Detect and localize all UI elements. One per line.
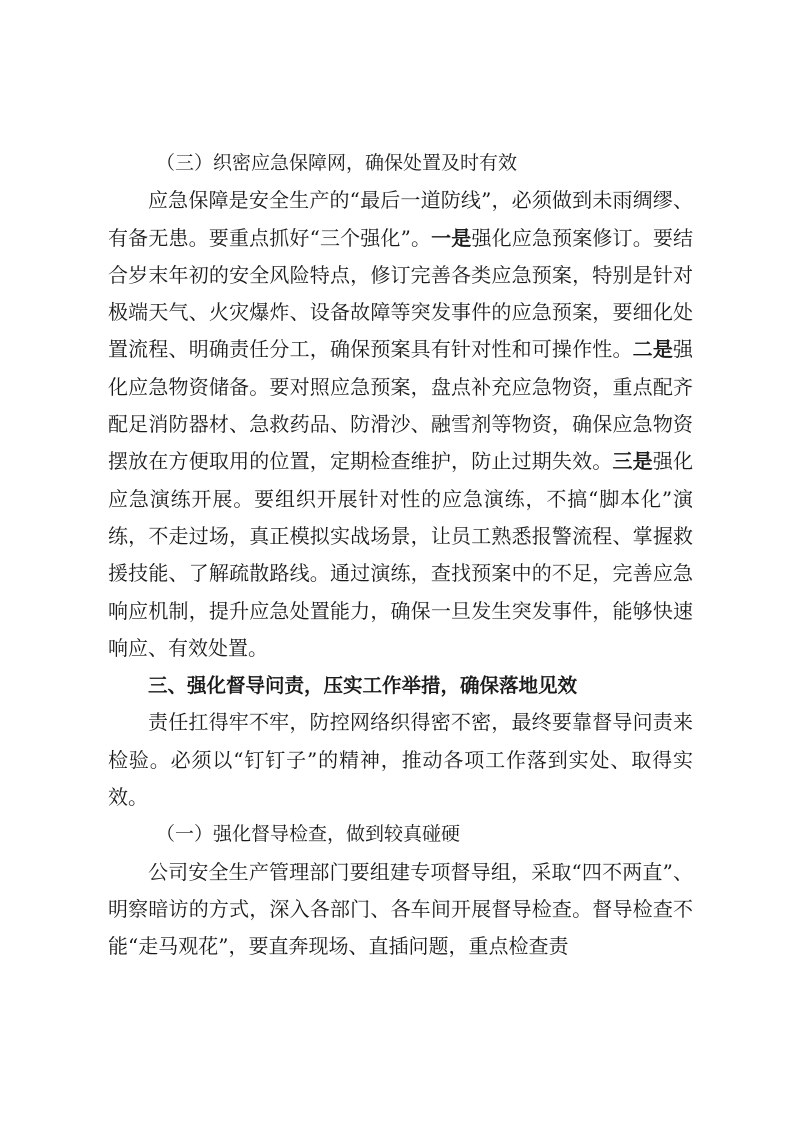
paragraph-accountability: 责任扛得牢不牢，防控网络织得密不密，最终要靠督导问责来检验。必须以“钉钉子”的精神，推动各项工作落到实处、取得实效。 xyxy=(108,710,693,810)
paragraph-emergency-support xyxy=(108,182,693,667)
paragraph-text: 强化应急预案修订。要结合岁末年初的安全风险特点，修订完善各类应急预案，特别是针对极端天气、火灾爆炸、设备故障等突发事件的应急预案，要细化处置流程、明确责任分工，确保预案具有针对性和可操作性。 xyxy=(108,225,694,362)
document-body xyxy=(108,145,693,966)
emphasis-third: 三是 xyxy=(612,449,653,474)
emphasis-second: 二是 xyxy=(632,337,674,362)
section-heading-supervision: 三、强化督导问责，压实工作举措，确保落地见效 xyxy=(148,674,578,698)
emphasis-first: 一是 xyxy=(431,225,472,250)
paragraph-text: 强化应急物资储备。要对照应急预案，盘点补充应急物资，重点配齐配足消防器材、急救药品、防滑沙、融雪剂等物资，确保应急物资摆放在方便取用的位置，定期检查维护，防止过期失效。 xyxy=(108,337,694,474)
subheading-supervision-inspection: （一）强化督导检查，做到较真碰硬 xyxy=(156,823,461,846)
paragraph-text: 应急保障是安全生产的“最后一道防线”，必须做到未雨绸缪、有备无患。要重点抓好“三个强化”。 xyxy=(108,188,693,250)
paragraph-text: 强化应急演练开展。要组织开展针对性的应急演练，不搞“脚本化”演练，不走过场，真正模拟实战场景，让员工熟悉报警流程、掌握救援技能、了解疏散路线。通过演练，查找预案中的不足，完善应急响应机制，提升应急处置能力，确保一旦发生突发事件，能够快速响应、有效处置。 xyxy=(108,449,694,660)
subheading-emergency-network: （三）织密应急保障网，确保处置及时有效 xyxy=(156,152,518,174)
paragraph-supervision: 公司安全生产管理部门要组建专项督导组，采取“四不两直”、明察暗访的方式，深入各部门、各车间开展督导检查。督导检查不能“走马观花”，要直奔现场、直插问题，重点检查责 xyxy=(108,859,693,959)
